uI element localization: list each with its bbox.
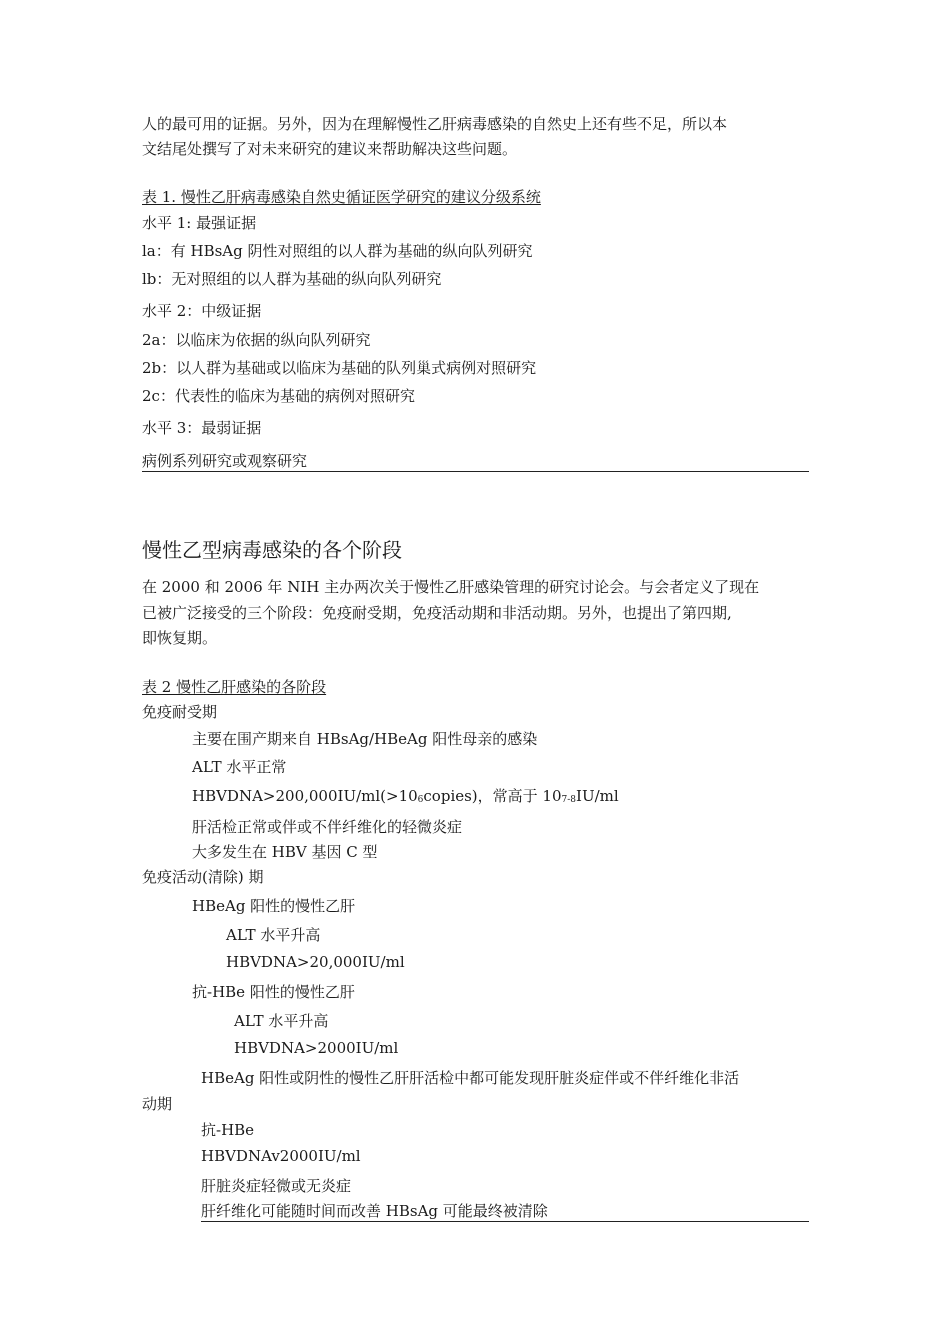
antihbe-positive-title: 抗-HBe 阳性的慢性乙肝 (192, 983, 355, 1001)
table1-title: 表 1. 慢性乙肝病毒感染自然史循证医学研究的建议分级系统 (142, 188, 541, 206)
table2-bottom-rule (201, 1221, 809, 1222)
inactive-item: 抗-HBe (201, 1121, 255, 1139)
hbeag-positive-item: HBVDNA>20,000IU/ml (226, 953, 405, 971)
tolerance-item: 肝活检正常或伴或不伴纤维化的轻微炎症 (192, 818, 463, 836)
table1-row: 水平 1: 最强证据 (142, 214, 257, 232)
section-para-line-3: 即恢复期。 (142, 629, 218, 647)
tolerance-phase-title: 免疫耐受期 (142, 703, 218, 721)
antihbe-positive-item: HBVDNA>2000IU/ml (234, 1039, 399, 1057)
tolerance-item: ALT 水平正常 (192, 758, 287, 776)
intro-line-2: 文结尾处撰写了对未来研究的建议来帮助解决这些问题。 (142, 140, 518, 158)
antihbe-positive-item: ALT 水平升高 (234, 1012, 329, 1030)
dna-exponent-7-8: 7-8 (561, 795, 577, 805)
table1-bottom-rule (142, 471, 809, 472)
dna-exponent-6: 6 (417, 795, 424, 805)
table2-title: 表 2 慢性乙肝感染的各阶段 (142, 678, 327, 696)
table1-row: 病例系列研究或观察研究 (142, 452, 308, 470)
table1-row: 水平 3：最弱证据 (142, 419, 262, 437)
hbeag-positive-item: ALT 水平升高 (226, 926, 321, 944)
section-para-line-1: 在 2000 和 2006 年 NIH 主办两次关于慢性乙肝感染管理的研究讨论会。与会者定义了现在 (142, 578, 760, 596)
tolerance-item: 主要在围产期来自 HBsAg/HBeAg 阳性母亲的感染 (192, 730, 538, 748)
tolerance-item: 大多发生在 HBV 基因 C 型 (192, 843, 378, 861)
table1-row: la：有 HBsAg 阴性对照组的以人群为基础的纵向队列研究 (142, 242, 533, 260)
dna-copies-text: copies)，常高于 10 (423, 787, 562, 805)
inactive-phase-title: 动期 (142, 1095, 173, 1113)
table1-row: 2a：以临床为依据的纵向队列研究 (142, 331, 371, 349)
inactive-item: 肝纤维化可能随时间而改善 HBsAg 可能最终被清除 (201, 1202, 548, 1220)
table1-row: 水平 2：中级证据 (142, 302, 262, 320)
table1-row: 2c：代表性的临床为基础的病例对照研究 (142, 387, 415, 405)
dna-unit-text: IU/ml (576, 787, 619, 805)
active-phase-title: 免疫活动(清除) 期 (142, 868, 264, 886)
table1-row: lb：无对照组的以人群为基础的纵向队列研究 (142, 270, 442, 288)
inactive-item: HBVDNAv2000IU/ml (201, 1147, 361, 1165)
inactive-item: 肝脏炎症轻微或无炎症 (201, 1177, 352, 1195)
intro-line-1: 人的最可用的证据。另外，因为在理解慢性乙肝病毒感染的自然史上还有些不足，所以本 (142, 115, 728, 133)
biopsy-note-line-1: HBeAg 阳性或阴性的慢性乙肝肝活检中都可能发现肝脏炎症伴或不伴纤维化非活 (201, 1069, 740, 1087)
hbeag-positive-title: HBeAg 阳性的慢性乙肝 (192, 897, 356, 915)
section-para-line-2: 已被广泛接受的三个阶段：免疫耐受期，免疫活动期和非活动期。另外，也提出了第四期, (142, 604, 732, 622)
table1-row: 2b：以人群为基础或以临床为基础的队列巢式病例对照研究 (142, 359, 537, 377)
tolerance-item-dna (192, 786, 619, 809)
dna-threshold-text: HBVDNA>200,000IU/ml(>10 (192, 787, 418, 805)
section-heading: 慢性乙型病毒感染的各个阶段 (142, 538, 402, 562)
